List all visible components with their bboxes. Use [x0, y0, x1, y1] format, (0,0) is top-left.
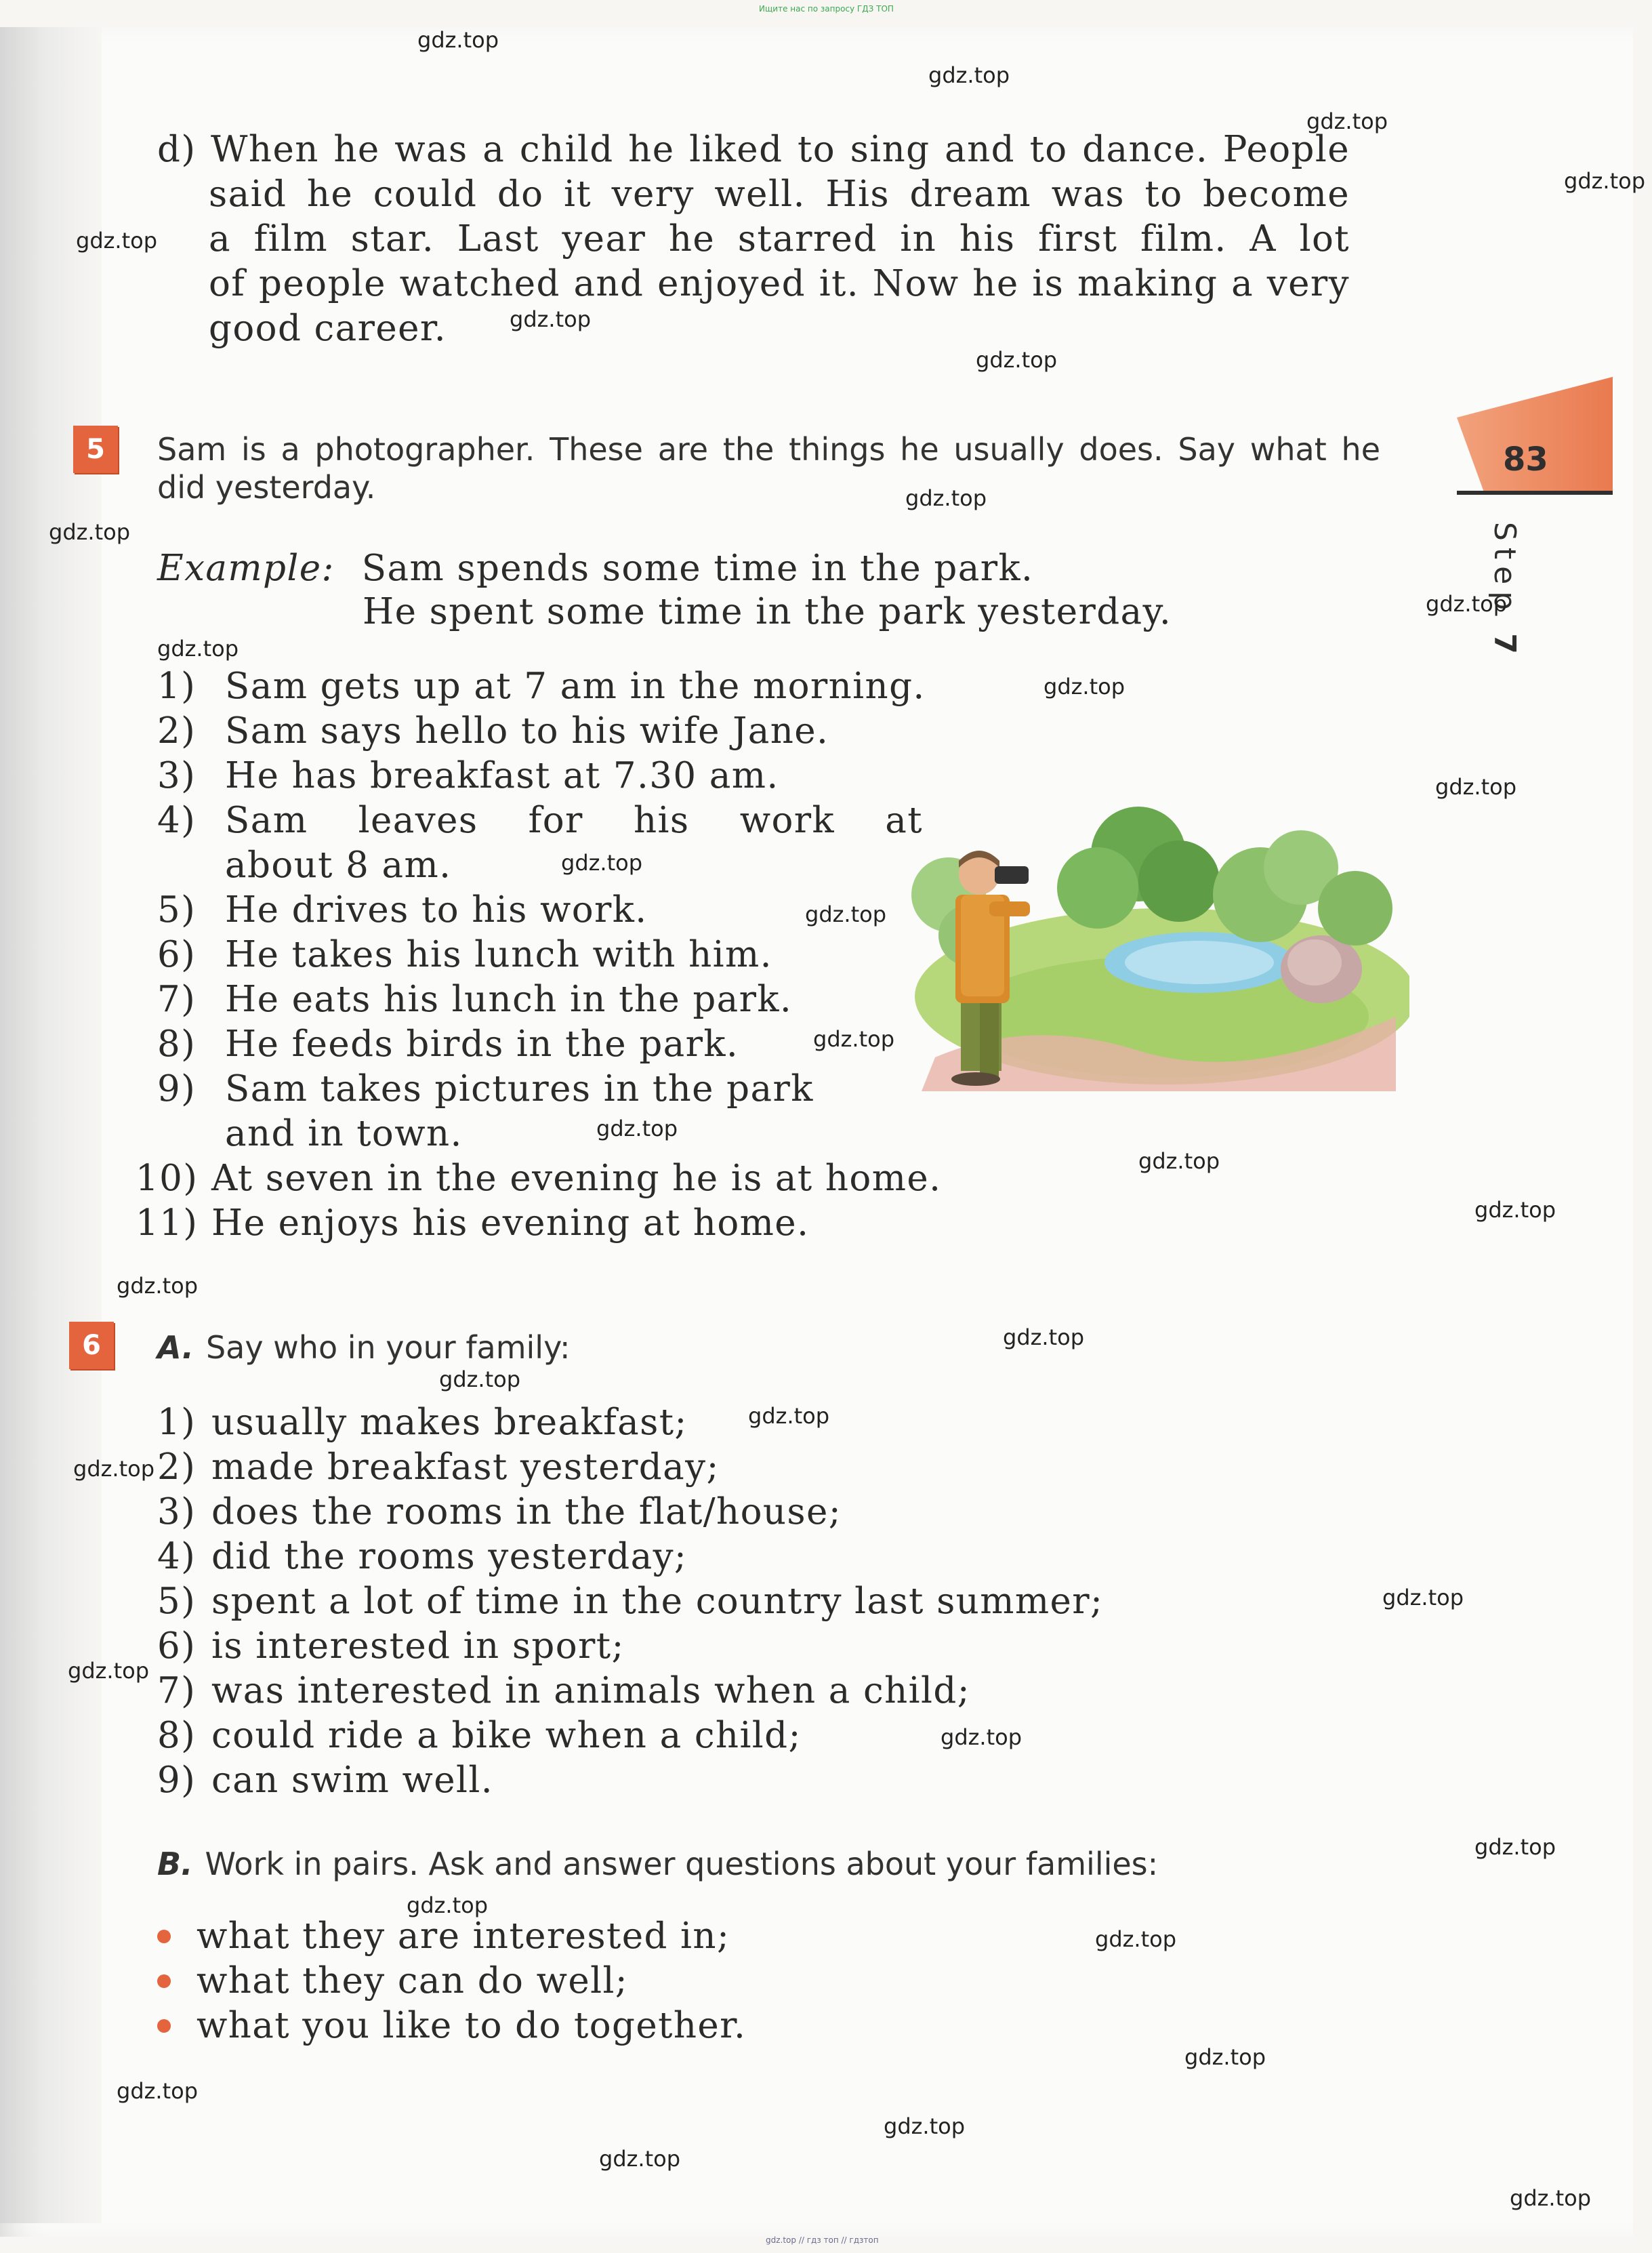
- item-text: is interested in sport;: [211, 1625, 625, 1667]
- item-text: could ride a bike when a child;: [211, 1715, 802, 1756]
- watermark: gdz.top: [561, 850, 643, 876]
- task-6-bullets: [157, 1914, 746, 2048]
- task-5-example-answer: He spent some time in the park yesterday.: [363, 591, 1172, 632]
- step-word: Step: [1487, 522, 1522, 617]
- watermark: gdz.top: [49, 519, 131, 545]
- binding-shadow: [0, 27, 102, 2223]
- watermark: gdz.top: [1095, 1926, 1177, 1952]
- item-number: 9): [157, 1068, 197, 1110]
- item-number: 1): [157, 666, 197, 707]
- item-number: 1): [157, 1402, 197, 1443]
- watermark: gdz.top: [510, 306, 592, 332]
- item-number: 3): [157, 1491, 197, 1533]
- watermark: gdz.top: [439, 1366, 521, 1392]
- task-5-example: [157, 546, 1033, 591]
- bullet-text: what they can do well;: [197, 1960, 629, 2002]
- watermark: gdz.top: [748, 1403, 830, 1429]
- search-hint-link[interactable]: Ищите нас по запросу ГДЗ ТОП: [759, 4, 894, 14]
- watermark: gdz.top: [1426, 591, 1508, 617]
- watermark: gdz.top: [1003, 1324, 1085, 1350]
- item-text: was interested in animals when a child;: [211, 1670, 970, 1711]
- part-a-text: Say who in your family:: [205, 1329, 571, 1366]
- watermark: gdz.top: [1474, 1834, 1556, 1860]
- list-item: [157, 1535, 1103, 1579]
- list-item: [157, 1579, 1103, 1624]
- item-number: 10): [136, 1158, 199, 1199]
- watermark: gdz.top: [157, 636, 239, 662]
- item-number: 5): [157, 1581, 197, 1622]
- watermark: gdz.top: [805, 901, 887, 927]
- watermark: gdz.top: [1306, 108, 1388, 134]
- task-5-number: 5: [73, 426, 118, 473]
- step-number: 7: [1487, 633, 1522, 661]
- part-b-label: B.: [157, 1846, 193, 1882]
- watermark: gdz.top: [1138, 1148, 1220, 1174]
- watermark: gdz.top: [1510, 2185, 1592, 2211]
- item-number: 3): [157, 755, 197, 796]
- item-number: 5): [157, 889, 197, 931]
- example-line-1: Sam spends some time in the park.: [361, 548, 1034, 589]
- watermark: gdz.top: [1474, 1197, 1556, 1223]
- page-corner-tab: [1457, 377, 1613, 499]
- watermark: gdz.top: [117, 1273, 199, 1299]
- list-item: [157, 1490, 1103, 1535]
- watermark: gdz.top: [1184, 2044, 1266, 2070]
- watermark: gdz.top: [941, 1724, 1023, 1750]
- item-text: He enjoys his evening at home.: [211, 1202, 810, 1244]
- watermark: gdz.top: [596, 1116, 678, 1141]
- photographer-illustration: [881, 793, 1409, 1091]
- item-number: 6): [157, 934, 197, 975]
- item-text: does the rooms in the flat/house;: [211, 1491, 842, 1533]
- item-text: At seven in the evening he is at home.: [211, 1158, 942, 1199]
- item-text: made breakfast yesterday;: [211, 1446, 720, 1488]
- watermark: gdz.top: [905, 485, 987, 511]
- paragraph-d-line-1: d) When he was a child he liked to sing and to dance. People: [157, 129, 1350, 170]
- task-5-instruction: [157, 430, 1380, 506]
- bullet-item: [157, 2004, 746, 2048]
- paragraph-d-block: [209, 172, 1350, 351]
- list-item: [157, 1022, 926, 1067]
- item-text: can swim well.: [211, 1760, 493, 1801]
- part-a-label: A.: [157, 1329, 194, 1366]
- bullet-item: [157, 1914, 746, 1959]
- item-text: usually makes breakfast;: [211, 1402, 688, 1443]
- watermark: gdz.top: [813, 1026, 895, 1052]
- item-number: 2): [157, 710, 197, 752]
- example-label: Example:: [157, 548, 335, 589]
- list-item: [136, 1156, 941, 1201]
- watermark: gdz.top: [599, 2146, 681, 2172]
- list-item: [157, 664, 926, 709]
- list-item: [157, 709, 926, 754]
- page-number: 83: [1503, 441, 1548, 479]
- item-number: 4): [157, 800, 197, 841]
- bullet-icon: [157, 2019, 171, 2033]
- paragraph-d-line-5: good career.: [209, 308, 447, 349]
- watermark: gdz.top: [884, 2113, 966, 2139]
- watermark: gdz.top: [1044, 674, 1126, 699]
- item-number: 8): [157, 1023, 197, 1065]
- item-number: 9): [157, 1760, 197, 1801]
- task-6-number: 6: [69, 1322, 114, 1369]
- item-text: He has breakfast at 7.30 am.: [225, 755, 779, 796]
- task-5-instruction-line-1: Sam is a photographer. These are the things he usually does. Say what he: [157, 431, 1380, 468]
- item-text: He drives to his work.: [225, 889, 648, 931]
- watermark: gdz.top: [976, 347, 1058, 373]
- watermark: gdz.top: [1564, 168, 1646, 194]
- paragraph-d-line-4: of people watched and enjoyed it. Now he is making a very: [209, 263, 1350, 304]
- list-item: [136, 1201, 941, 1246]
- item-text: did the rooms yesterday;: [211, 1536, 688, 1577]
- watermark: gdz.top: [417, 27, 499, 53]
- item-text: about 8 am.: [225, 845, 452, 886]
- bullet-item: [157, 1959, 746, 2004]
- item-text: He takes his lunch with him.: [225, 934, 772, 975]
- item-text: He feeds birds in the park.: [225, 1023, 739, 1065]
- list-item: [157, 1669, 1103, 1713]
- item-text: and in town.: [225, 1113, 463, 1154]
- item-text: spent a lot of time in the country last summer;: [211, 1581, 1104, 1622]
- list-item-continuation: [157, 1112, 926, 1156]
- bullet-icon: [157, 1974, 171, 1988]
- item-number: 4): [157, 1536, 197, 1577]
- task-5-instruction-line-2: did yesterday.: [157, 469, 376, 506]
- item-text: Sam takes pictures in the park: [225, 1068, 814, 1110]
- list-item: [157, 933, 926, 977]
- watermark: gdz.top: [1435, 774, 1517, 800]
- item-number: 6): [157, 1625, 197, 1667]
- item-number: 7): [157, 979, 197, 1020]
- list-item: [157, 1758, 1103, 1803]
- watermark: gdz.top: [928, 62, 1010, 88]
- item-text: Sam says hello to his wife Jane.: [225, 710, 829, 752]
- bullet-icon: [157, 1930, 171, 1943]
- item-text: Sam leaves for his work at: [225, 800, 923, 841]
- bullet-text: what they are interested in;: [197, 1915, 730, 1957]
- list-item: [157, 1400, 1103, 1445]
- task-6-part-a: [157, 1328, 570, 1366]
- list-item: [157, 1067, 926, 1112]
- item-text: He eats his lunch in the park.: [225, 979, 793, 1020]
- item-number: 11): [136, 1202, 199, 1244]
- list-item: [157, 1445, 1103, 1490]
- item-text: Sam gets up at 7 am in the morning.: [225, 666, 926, 707]
- task-6-part-b: [157, 1845, 1158, 1883]
- list-item: [157, 754, 926, 798]
- item-number: 8): [157, 1715, 197, 1756]
- paragraph-d-line-3: a film star. Last year he starred in his first film. A lot: [209, 218, 1350, 260]
- list-item-continuation: [157, 843, 926, 888]
- watermark: gdz.top: [117, 2078, 199, 2104]
- paragraph-d-line-2: said he could do it very well. His dream was to become: [209, 174, 1350, 215]
- bullet-text: what you like to do together.: [197, 2005, 747, 2046]
- task-5-list-end: [136, 1156, 941, 1246]
- watermark: gdz.top: [73, 1456, 155, 1482]
- item-number: 2): [157, 1446, 197, 1488]
- watermark: gdz.top: [1382, 1585, 1464, 1610]
- watermark: gdz.top: [407, 1892, 489, 1918]
- watermark: gdz.top: [76, 228, 158, 253]
- watermark: gdz.top: [68, 1658, 150, 1684]
- list-item: [157, 977, 926, 1022]
- paragraph-d-line: [157, 127, 1350, 172]
- part-b-text: Work in pairs. Ask and answer questions about your families:: [205, 1846, 1159, 1882]
- item-number: 7): [157, 1670, 197, 1711]
- list-item: [157, 1624, 1103, 1669]
- list-item: [157, 798, 926, 843]
- footer-link[interactable]: gdz.top // гдз топ // гдзтоп: [766, 2235, 879, 2245]
